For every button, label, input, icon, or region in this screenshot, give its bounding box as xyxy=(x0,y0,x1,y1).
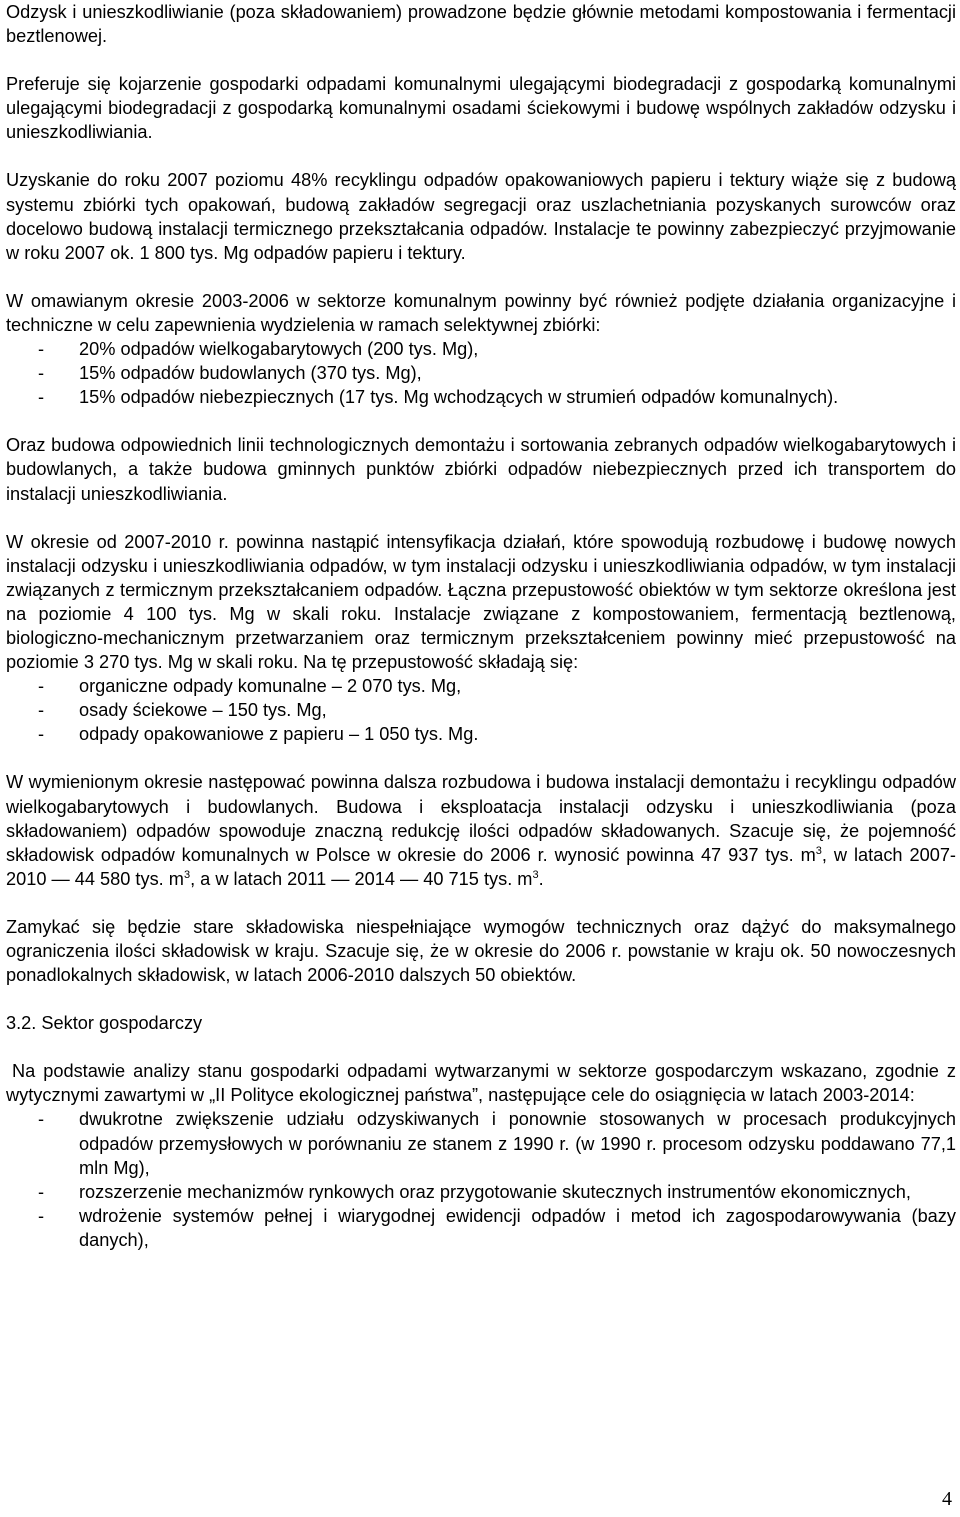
paragraph-rozbudowa-skladowiska xyxy=(6,770,956,890)
list-goals xyxy=(6,1107,956,1252)
list-item-text: odpady opakowaniowe z papieru – 1 050 tys. Mg. xyxy=(79,724,479,745)
paragraph-recykling-papieru: Uzyskanie do roku 2007 poziomu 48% recyklingu odpadów opakowaniowych papieru i tektury wiąże się z budową systemu zbiórki tych opakowań, budową zakładów segregacji oraz uszlachetniania pozyskanych surowców oraz docelowo budową instalacji termicznego przekształcania odpadów. Instalacje te powinny zabezpieczyć przyjmowanie w roku 2007 ok. 1 800 tys. Mg odpadów papieru i tektury. xyxy=(6,170,956,263)
paragraph-okres-2003-2006: W omawianym okresie 2003-2006 w sektorze komunalnym powinny być również podjęte działania organizacyjne i techniczne w celu zapewnienia wydzielenia w ramach selektywnej zbiórki: xyxy=(6,290,956,335)
paragraph-okres-2007-2010: W okresie od 2007-2010 r. powinna nastąpić intensyfikacja działań, które spowodują rozbudowę i budowę nowych instalacji odzysku i unieszkodliwiania odpadów, w tym instalacji odzysku i unieszkodliwiania odpadów, w tym instalacji związanych z termicznym przekształcaniem odpadów. Łączna przepustowość obiektów w tym sektorze określona jest na poziomie 4 100 tys. Mg w skali roku. Instalacje związane z kompostowaniem, fermentacją beztlenową, biologiczno-mechanicznym przetwarzaniem oraz termicznym przekształceniem powinny mieć przepustowość na poziomie 3 270 tys. Mg w skali roku. Na tę przepustowość składają się: xyxy=(6,531,956,673)
paragraph-sektor-gospodarczy: Na podstawie analizy stanu gospodarki odpadami wytwarzanymi w sektorze gospodarczym wskazano, zgodnie z wytycznymi zawartymi w „II Polityce ekologicznej państwa”, następujące cele do osiągnięcia w latach 2003-2014: xyxy=(6,1061,956,1106)
paragraph-odzysk: Odzysk i unieszkodliwianie (poza składowaniem) prowadzone będzie głównie metodami kompostowania i fermentacji beztlenowej. xyxy=(6,2,956,47)
list-item-text: 15% odpadów niebezpiecznych (17 tys. Mg wchodzących w strumień odpadów komunalnych). xyxy=(79,387,839,408)
list-item-text: 15% odpadów budowlanych (370 tys. Mg), xyxy=(79,363,422,384)
list-item-text: osady ściekowe – 150 tys. Mg, xyxy=(79,700,327,721)
list-item xyxy=(6,722,956,746)
list-item xyxy=(6,674,956,698)
dash-marker: - xyxy=(38,1181,45,1202)
dash-marker: - xyxy=(38,676,45,697)
paragraph-demontaz: Oraz budowa odpowiednich linii technologicznych demontażu i sortowania zebranych odpadów wielkogabarytowych i budowlanych, a także budowa gminnych punktów zbiórki odpadów niebezpiecznych przed ich transportem do instalacji unieszkodliwiania. xyxy=(6,435,956,504)
dash-marker: - xyxy=(38,387,45,408)
dash-marker: - xyxy=(38,339,45,360)
list-item-text: organiczne odpady komunalne – 2 070 tys. Mg, xyxy=(79,676,462,697)
section-heading: 3.2. Sektor gospodarczy xyxy=(6,1013,203,1034)
document-page xyxy=(6,0,956,1252)
dash-marker: - xyxy=(38,1109,45,1130)
list-item-text: wdrożenie systemów pełnej i wiarygodnej ewidencji odpadów i metod ich zagospodarowywania (bazy danych), xyxy=(79,1205,956,1250)
list-item xyxy=(6,361,956,385)
superscript: 3 xyxy=(815,844,822,857)
paragraph-kojarzenie: Preferuje się kojarzenie gospodarki odpadami komunalnymi ulegającymi biodegradacji z gospodarką komunalnymi ulegającymi biodegradacji z gospodarką komunalnymi osadami ściekowymi i budowę wspólnych zakładów odzysku i unieszkodliwiania. xyxy=(6,74,956,143)
dash-marker: - xyxy=(38,724,45,745)
text-segment: , w latach 2007-2010 — 44 580 tys. m xyxy=(6,844,956,889)
list-item xyxy=(6,385,956,409)
dash-marker: - xyxy=(38,1205,45,1226)
superscript: 3 xyxy=(183,868,191,881)
list-item-text: 20% odpadów wielkogabarytowych (200 tys. Mg), xyxy=(79,339,479,360)
superscript: 3 xyxy=(532,868,539,881)
list-selective-collection xyxy=(6,337,956,409)
text-segment: W wymienionym okresie następować powinna dalsza rozbudowa i budowa instalacji demontażu i recyklingu odpadów wielkogabarytowych i budowlanych. Budowa i eksploatacja instalacji odzysku i unieszkodliwiania (poza składowaniem) odpadów spowoduje znaczną redukcję ilości odpadów składowanych. Szacuje się, że pojemność składowisk odpadów komunalnych w Polsce w okresie do 2006 r. wynosić powinna 47 937 tys. m xyxy=(6,772,956,865)
page-number: 4 xyxy=(942,1488,952,1510)
dash-marker: - xyxy=(38,363,45,384)
list-item-text: dwukrotne zwiększenie udziału odzyskiwanych i ponownie stosowanych w procesach produkcyjnych odpadów przemysłowych w porównaniu ze stanem z 1990 r. (w 1990 r. procesom odzysku poddawano 77,1 mln Mg), xyxy=(79,1109,956,1178)
list-capacity xyxy=(6,674,956,746)
list-item xyxy=(6,1107,956,1179)
list-item xyxy=(6,1204,956,1252)
paragraph-zamykanie-skladowisk: Zamykać się będzie stare składowiska niespełniające wymogów technicznych oraz dążyć do maksymalnego ograniczenia ilości składowisk w kraju. Szacuje się, że w okresie do 2006 r. powstanie w kraju ok. 50 nowoczesnych ponadlokalnych składowisk, w latach 2006-2010 dalszych 50 obiektów. xyxy=(6,916,956,986)
text-segment: , a w latach 2011 — 2014 — 40 715 tys. m xyxy=(190,868,533,889)
list-item xyxy=(6,337,956,361)
list-item xyxy=(6,698,956,722)
text-segment: . xyxy=(538,868,544,889)
list-item-text: rozszerzenie mechanizmów rynkowych oraz przygotowanie skutecznych instrumentów ekonomicznych, xyxy=(79,1181,911,1202)
dash-marker: - xyxy=(38,700,45,721)
list-item xyxy=(6,1180,956,1204)
